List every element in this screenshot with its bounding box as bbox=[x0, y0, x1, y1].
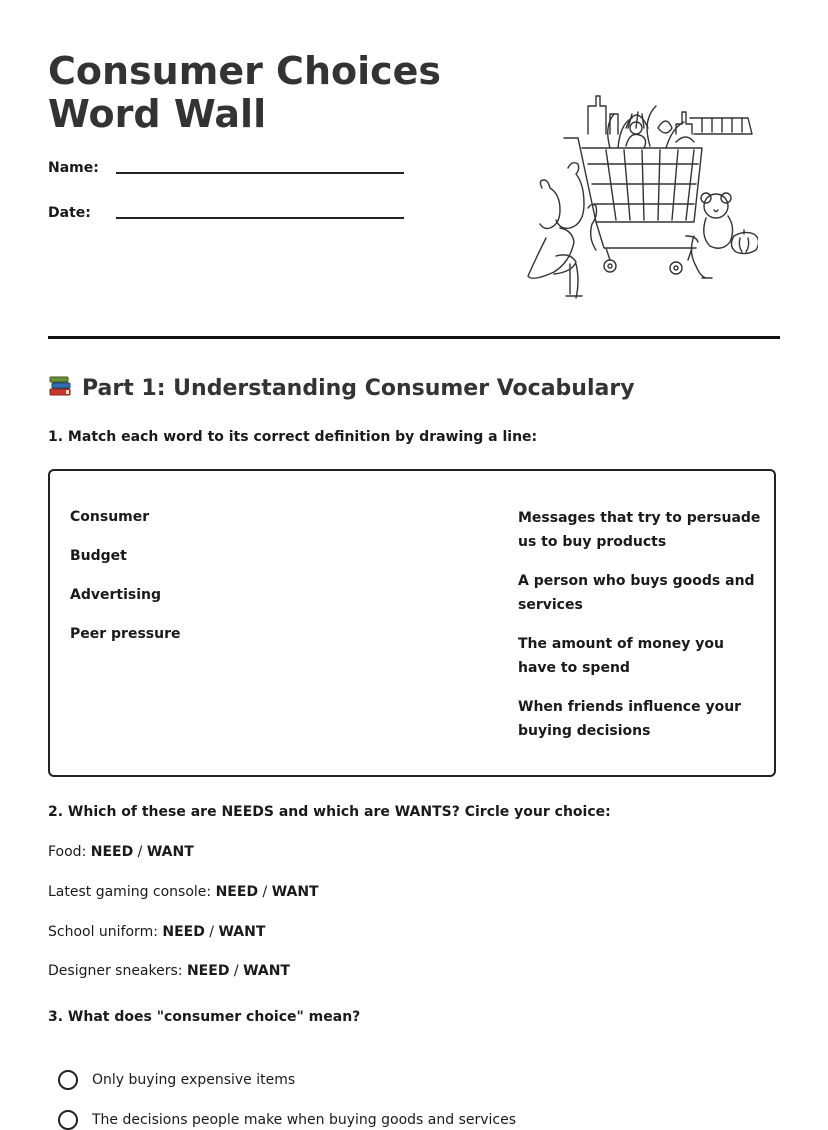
question-1-prompt: 1. Match each word to its correct definition by drawing a line: bbox=[48, 429, 538, 445]
choice-separator: / bbox=[204, 924, 219, 940]
need-want-item bbox=[48, 844, 194, 860]
definition-item[interactable]: The amount of money you have to spend bbox=[518, 636, 725, 676]
need-choice[interactable]: NEED bbox=[186, 963, 230, 979]
header-divider bbox=[48, 336, 780, 339]
term-item[interactable]: Budget bbox=[70, 548, 127, 564]
part1-heading bbox=[48, 374, 635, 401]
books-icon bbox=[48, 374, 74, 398]
want-choice[interactable]: WANT bbox=[243, 963, 290, 979]
radio-circle-icon[interactable] bbox=[58, 1070, 78, 1090]
term-item[interactable]: Advertising bbox=[70, 587, 161, 603]
answer-option[interactable] bbox=[58, 1110, 516, 1130]
need-want-item bbox=[48, 924, 265, 940]
name-blank-line[interactable] bbox=[116, 172, 404, 174]
term-item[interactable]: Peer pressure bbox=[70, 626, 181, 642]
date-label: Date: bbox=[48, 205, 91, 221]
terms-column bbox=[70, 507, 180, 663]
definition-item[interactable]: A person who buys goods and services bbox=[518, 573, 755, 613]
definitions-column bbox=[518, 507, 766, 758]
part1-heading-text: Part 1: Understanding Consumer Vocabulary bbox=[82, 376, 635, 401]
question-3-prompt: 3. What does "consumer choice" mean? bbox=[48, 1009, 361, 1025]
choice-separator: / bbox=[258, 884, 272, 900]
need-choice[interactable]: NEED bbox=[215, 884, 259, 900]
name-label: Name: bbox=[48, 160, 99, 176]
item-label: Food: bbox=[48, 844, 87, 860]
item-label: School uniform: bbox=[48, 924, 158, 940]
matching-box bbox=[48, 469, 776, 777]
want-choice[interactable]: WANT bbox=[218, 924, 266, 940]
shopping-cart-illustration bbox=[526, 88, 758, 310]
item-label: Designer sneakers: bbox=[48, 963, 183, 979]
name-field bbox=[48, 160, 99, 176]
worksheet-title: Consumer Choices Word Wall bbox=[48, 49, 442, 136]
definition-item[interactable]: Messages that try to persuade us to buy products bbox=[518, 510, 761, 550]
option-label: The decisions people make when buying goods and services bbox=[92, 1112, 517, 1128]
want-choice[interactable]: WANT bbox=[271, 884, 319, 900]
need-choice[interactable]: NEED bbox=[162, 924, 205, 940]
radio-circle-icon[interactable] bbox=[58, 1110, 78, 1130]
choice-separator: / bbox=[133, 844, 147, 860]
option-label: Only buying expensive items bbox=[92, 1072, 296, 1088]
want-choice[interactable]: WANT bbox=[146, 844, 194, 860]
need-choice[interactable]: NEED bbox=[90, 844, 134, 860]
question-2-prompt: 2. Which of these are NEEDS and which are WANTS? Circle your choice: bbox=[48, 804, 611, 820]
date-field bbox=[48, 205, 91, 221]
choice-separator: / bbox=[229, 963, 244, 979]
date-blank-line[interactable] bbox=[116, 217, 404, 219]
term-item[interactable]: Consumer bbox=[70, 509, 150, 525]
answer-option[interactable] bbox=[58, 1070, 295, 1090]
definition-item[interactable]: When friends influence your buying decisions bbox=[518, 699, 742, 739]
item-label: Latest gaming console: bbox=[48, 884, 212, 900]
need-want-item bbox=[48, 884, 319, 900]
need-want-item bbox=[48, 963, 290, 979]
